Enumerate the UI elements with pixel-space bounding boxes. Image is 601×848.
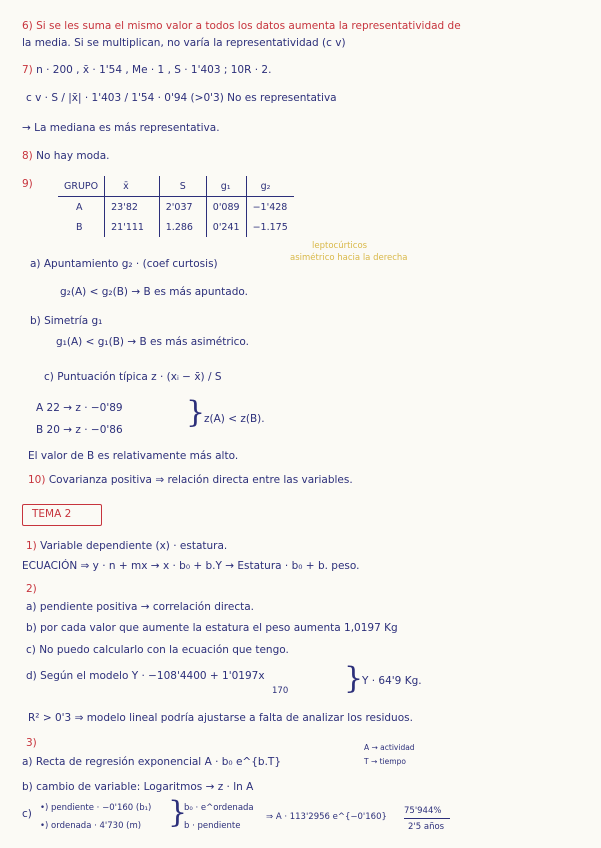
line-t2-3: 3) — [26, 737, 37, 749]
brace: } — [168, 795, 188, 830]
brace: } — [186, 395, 206, 430]
line-z-compare: z(A) < z(B). — [204, 413, 265, 425]
annotation-asimetrico: asimétrico hacia la derecha — [290, 253, 408, 263]
line-g2-compare: g₂(A) < g₂(B) → B es más apuntado. — [60, 286, 248, 298]
annotation-leptocurticos: leptocúrticos — [312, 241, 368, 251]
line-7: 7) n · 200 , x̄ · 1'54 , Me · 1 , S · 1'403 ; 10R · 2. — [22, 64, 272, 76]
col-s: S — [159, 176, 206, 197]
line-z-a: A 22 → z · −0'89 — [36, 402, 123, 414]
line-ordenada: •) ordenada · 4'730 (m) — [40, 821, 142, 831]
tema-2-title: TEMA 2 — [32, 508, 72, 520]
line-t2-2: 2) — [26, 583, 37, 595]
value-percent: 75'944% — [404, 806, 442, 816]
col-mean: x̄ — [105, 176, 160, 197]
line-6b: la media. Si se multiplican, no varía la representatividad (c v) — [22, 37, 346, 49]
line-g1-compare: g₁(A) < g₁(B) → B es más asimétrico. — [56, 336, 249, 348]
fraction-bar — [404, 818, 450, 819]
line-10: 10) Covarianza positiva ⇒ relación directa entre las variables. — [28, 474, 353, 486]
line-9: 9) — [22, 178, 33, 190]
line-t2-2a: a) pendiente positiva → correlación directa. — [26, 601, 255, 613]
brace: } — [344, 661, 364, 696]
line-pendiente: •) pendiente · −0'160 (b₁) — [40, 803, 152, 813]
line-b: b · pendiente — [184, 821, 241, 831]
line-cv: c v · S / |x̄| · 1'403 / 1'54 · 0'94 (>0'3) No es representativa — [26, 92, 337, 104]
line-t2-2d: d) Según el modelo Y · −108'4400 + 1'0197x — [26, 670, 265, 682]
line-relativo: El valor de B es relativamente más alto. — [28, 450, 239, 462]
label-tiempo: T → tiempo — [364, 757, 406, 766]
line-8: 8) No hay moda. — [22, 150, 110, 162]
col-g1: g₁ — [206, 176, 246, 197]
line-t2-3b: b) cambio de variable: Logaritmos → z · ln A — [22, 781, 254, 793]
line-t2-1: 1) Variable dependiente (x) · estatura. — [26, 540, 228, 552]
line-apuntamiento: a) Apuntamiento g₂ · (coef curtosis) — [30, 258, 218, 270]
line-mediana: → La mediana es más representativa. — [22, 122, 220, 134]
line-z-b: B 20 → z · −0'86 — [36, 424, 123, 436]
line-model-a: ⇒ A · 113'2956 e^{−0'160} — [266, 812, 387, 822]
value-170: 170 — [272, 686, 289, 696]
table-row: A 23'82 2'037 0'089 −1'428 — [58, 197, 294, 218]
line-6a: 6) Si se les suma el mismo valor a todos los datos aumenta la representatividad de — [22, 20, 461, 32]
line-ecuacion: ECUACIÓN ⇒ y · n + mx → x · b₀ + b.Y → Estatura · b₀ + b. peso. — [22, 560, 360, 572]
line-simetria: b) Simetría g₁ — [30, 315, 103, 327]
group-stats-table — [58, 176, 294, 237]
col-g2: g₂ — [246, 176, 294, 197]
line-t2-2c: c) No puedo calcularlo con la ecuación que tengo. — [26, 644, 289, 656]
line-t2-3a: a) Recta de regresión exponencial A · b₀ e^{b.T} — [22, 756, 282, 768]
line-puntuacion: c) Puntuación típica z · (xᵢ − x̄) / S — [44, 371, 222, 383]
col-grupo: GRUPO — [58, 176, 105, 197]
line-b0: b₀ · e^ordenada — [184, 803, 254, 813]
line-peso-result: Y · 64'9 Kg. — [362, 675, 422, 687]
label-actividad: A → actividad — [364, 743, 415, 752]
line-t2-2b: b) por cada valor que aumente la estatura el peso aumenta 1,0197 Kg — [26, 622, 398, 634]
line-r2: R² > 0'3 ⇒ modelo lineal podría ajustarse a falta de analizar los residuos. — [28, 712, 413, 724]
table-row: B 21'111 1.286 0'241 −1.175 — [58, 217, 294, 237]
line-t2-3c-label: c) — [22, 808, 32, 820]
value-years: 2'5 años — [408, 822, 445, 832]
table-header-row — [58, 176, 294, 197]
